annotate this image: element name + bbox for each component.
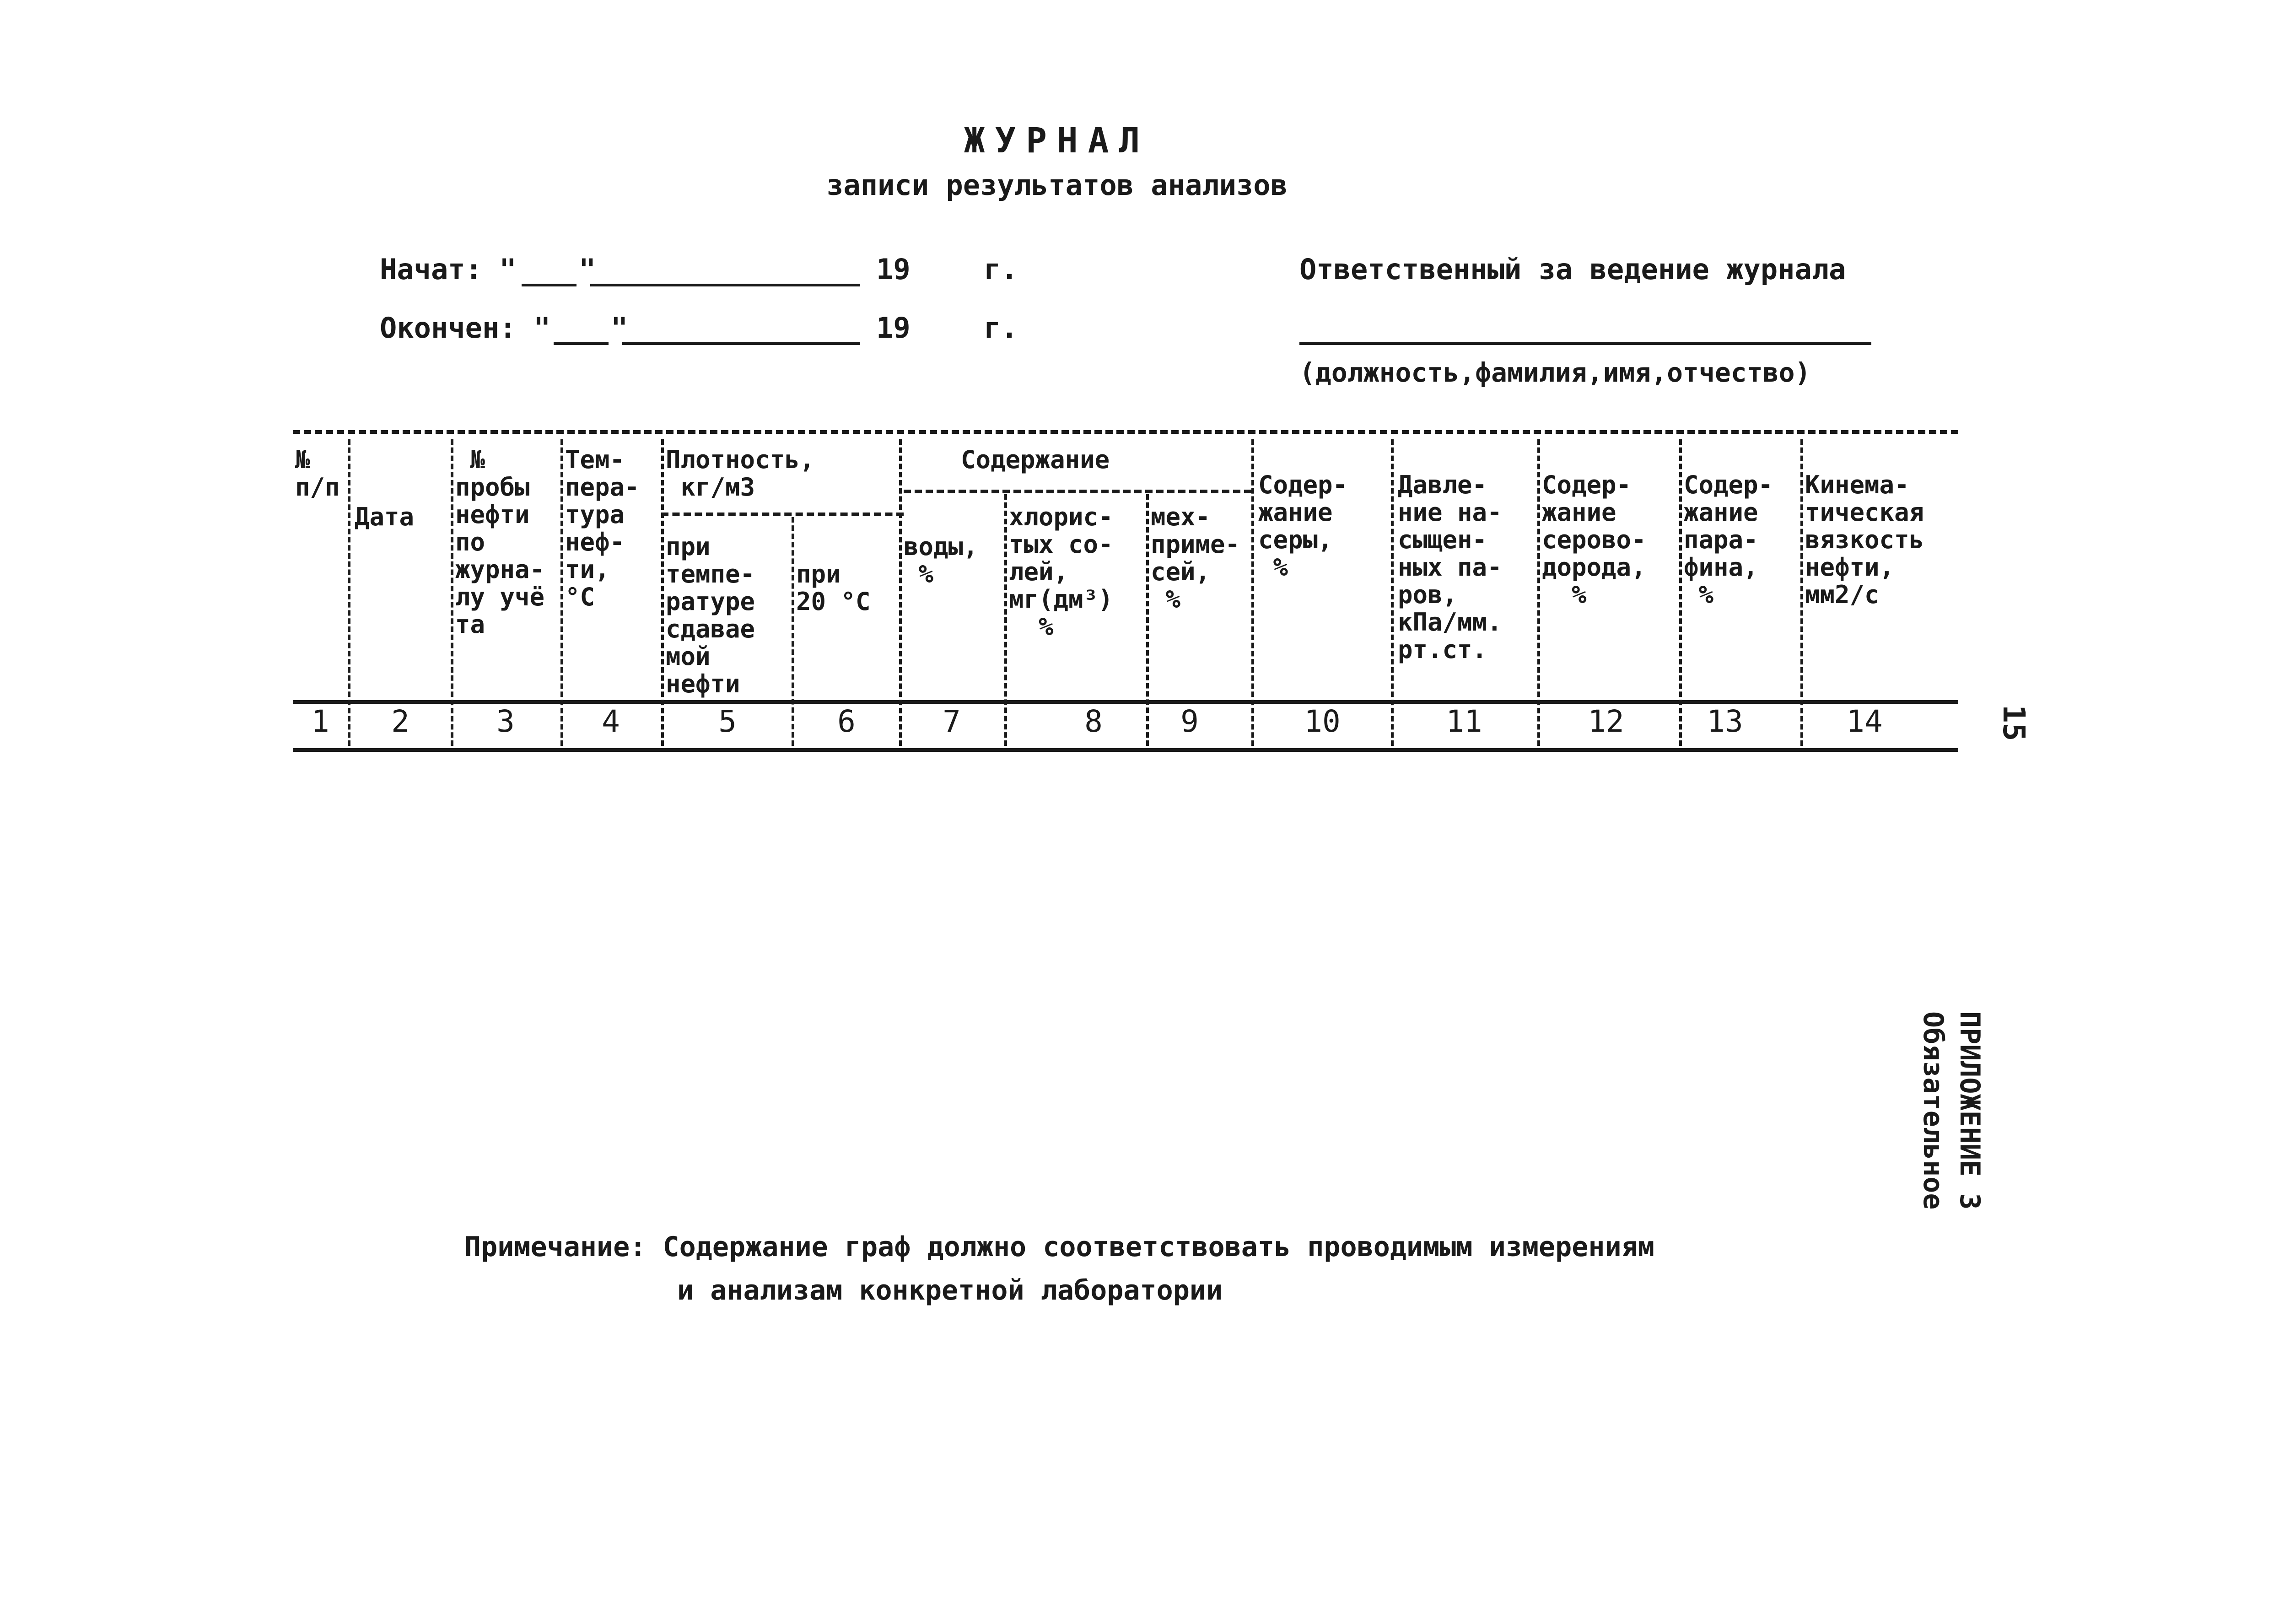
col-number: 13 [1707,704,1743,739]
header-bottom-rule [293,700,1958,704]
note-line-2: и анализам конкретной лаборатории [677,1274,1223,1306]
ended-year: 19 [876,311,911,345]
started-label: Начат: " [380,253,517,286]
col-header-14: Кинема- тическая вязкость нефти, мм2/с [1805,470,1924,609]
col-number: 14 [1846,704,1883,739]
col-header-4: Тем- пера- тура неф- ти, °С [565,445,640,611]
table-bottom-rule [293,748,1958,752]
responsible-line [1299,342,1871,345]
col-sep [1004,494,1007,746]
col-header-9: мех- приме- сей, % [1151,502,1240,614]
journal-subtitle: записи результатов анализов [826,168,1288,202]
appendix-label: ПРИЛОЖЕНИЕ 3 [1954,1011,1986,1210]
col-number: 11 [1446,704,1482,739]
started-month-line [590,284,860,286]
col-sep [1251,439,1254,746]
col-header-13: Содер- жание пара- фина, % [1684,470,1773,609]
col-sep [451,439,453,746]
started-year: 19 [876,253,911,286]
col-header-6: при 20 °С [796,560,871,616]
col-number: 6 [837,704,856,739]
col-header-1: № п/п [295,445,340,502]
col-number: 1 [311,704,329,739]
table-top-rule [293,430,1958,434]
col-number: 3 [496,704,515,739]
ended-year-suffix: г. [984,311,1018,345]
col-number: 5 [718,704,737,739]
page-number: 15 [1996,705,2031,741]
started-quote: " [579,253,596,286]
col-sep [560,439,563,746]
ended-label: Окончен: " [380,311,551,345]
col-sep [348,439,350,746]
col-sep [899,439,902,746]
col-header-11: Давле- ние на- сыщен- ных па- ров, кПа/мм. рт.ст. [1398,470,1502,664]
mandatory-label: Обязательное [1917,1011,1949,1210]
col-sep [1391,439,1394,746]
col-number: 2 [391,704,409,739]
ended-quote: " [611,311,628,345]
col-number: 12 [1588,704,1624,739]
responsible-label: Ответственный за ведение журнала [1299,253,1846,286]
col-header-8: хлорис- тых со- лей, мг(дм³) % [1009,502,1113,641]
note-line-1: Примечание: Содержание граф должно соответствовать проводимым измерениям [464,1231,1654,1263]
col-sep [1679,439,1682,746]
col-number: 7 [943,704,961,739]
col-header-3: № пробы нефти по журна- лу учё та [455,445,545,639]
density-subrule [661,513,904,516]
ended-month-line [622,342,860,345]
started-year-suffix: г. [984,253,1018,286]
col-number: 9 [1180,704,1199,739]
col-header-10: Содер- жание серы, % [1258,470,1348,582]
col-header-7: воды, % [904,532,978,588]
col-sep [1800,439,1803,746]
col-header-5: при темпе- ратуре сдавае мой нефти [666,532,755,698]
col-sep [1537,439,1540,746]
responsible-caption: (должность,фамилия,имя,отчество) [1299,357,1811,388]
group-density: Плотность, кг/м3 [666,445,815,502]
journal-title: ЖУРНАЛ [964,120,1150,161]
col-header-12: Содер- жание серово- дорода, % [1542,470,1646,609]
col-number: 8 [1084,704,1103,739]
col-sep [792,517,794,746]
col-header-2: Дата [355,502,415,531]
content-subrule [904,490,1251,493]
ended-day-line [554,342,609,345]
col-sep [661,439,664,746]
col-number: 4 [602,704,620,739]
started-day-line [522,284,576,286]
col-number: 10 [1304,704,1341,739]
group-content: Содержание [961,445,1110,474]
